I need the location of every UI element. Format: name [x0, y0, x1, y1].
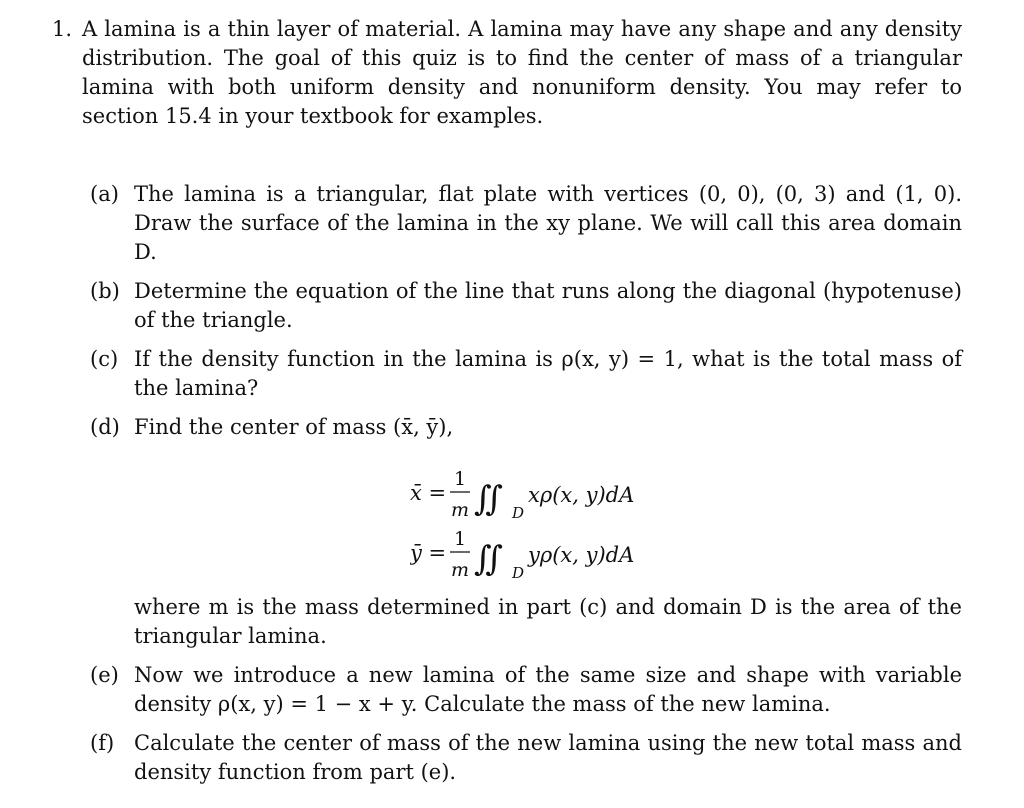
- xbar-integrand: xρ(x, y)dA: [528, 483, 635, 507]
- ybar-double-integral: ∬: [474, 539, 503, 579]
- part-f-label: (f): [90, 731, 115, 755]
- formula-svg: [410, 452, 710, 582]
- xbar-double-integral: ∬: [474, 479, 503, 519]
- xbar-fraction-denominator: m: [450, 499, 470, 521]
- ybar-integrand: yρ(x, y)dA: [528, 543, 635, 567]
- ybar-fraction-denominator: m: [450, 559, 470, 581]
- part-f: [90, 729, 962, 787]
- part-b: [90, 277, 962, 335]
- part-e: [90, 661, 962, 719]
- problem-number: 1.: [52, 17, 73, 41]
- problem-parts: [90, 180, 962, 797]
- xbar-domain-subscript: D: [512, 504, 525, 522]
- problem-intro: A lamina is a thin layer of material. A lamina may have any shape and any density distribution. The goal of this quiz is to find the center of mass of a triangular lamina with both uniform density and nonuniform density. You may refer to section 15.4 in your textbook for examples.: [82, 17, 962, 128]
- part-b-label: (b): [90, 279, 120, 303]
- part-d: [90, 413, 962, 442]
- part-d-text: Find the center of mass (x̄, ȳ),: [134, 415, 454, 439]
- ybar-lhs: ȳ =: [410, 541, 447, 565]
- part-d-explanation: where m is the mass determined in part (c) and domain D is the area of the triangular lamina.: [134, 595, 962, 648]
- part-a-label: (a): [90, 182, 119, 206]
- part-e-label: (e): [90, 663, 119, 687]
- part-b-text: Determine the equation of the line that runs along the diagonal (hypotenuse) of the triangle.: [134, 279, 962, 332]
- ybar-fraction-numerator: 1: [453, 528, 467, 550]
- part-a-text: The lamina is a triangular, flat plate with vertices (0, 0), (0, 3) and (1, 0). Draw the surface of the lamina in the xy plane. We will call this area domain D.: [134, 182, 962, 264]
- xbar-fraction-numerator: 1: [453, 468, 467, 490]
- part-a: [90, 180, 962, 267]
- problem-1: [52, 15, 962, 131]
- part-e-text: Now we introduce a new lamina of the same size and shape with variable density ρ(x, y) = 1 − x + y. Calculate the mass of the new lamina.: [134, 663, 962, 716]
- xbar-lhs: x̄ =: [410, 481, 447, 505]
- part-c-label: (c): [90, 347, 119, 371]
- part-c: [90, 345, 962, 403]
- ybar-domain-subscript: D: [512, 564, 525, 582]
- part-f-text: Calculate the center of mass of the new lamina using the new total mass and density function from part (e).: [134, 731, 962, 784]
- part-c-text: If the density function in the lamina is ρ(x, y) = 1, what is the total mass of the lamina?: [134, 347, 962, 400]
- center-of-mass-formulas: [90, 452, 962, 587]
- part-d-label: (d): [90, 415, 120, 439]
